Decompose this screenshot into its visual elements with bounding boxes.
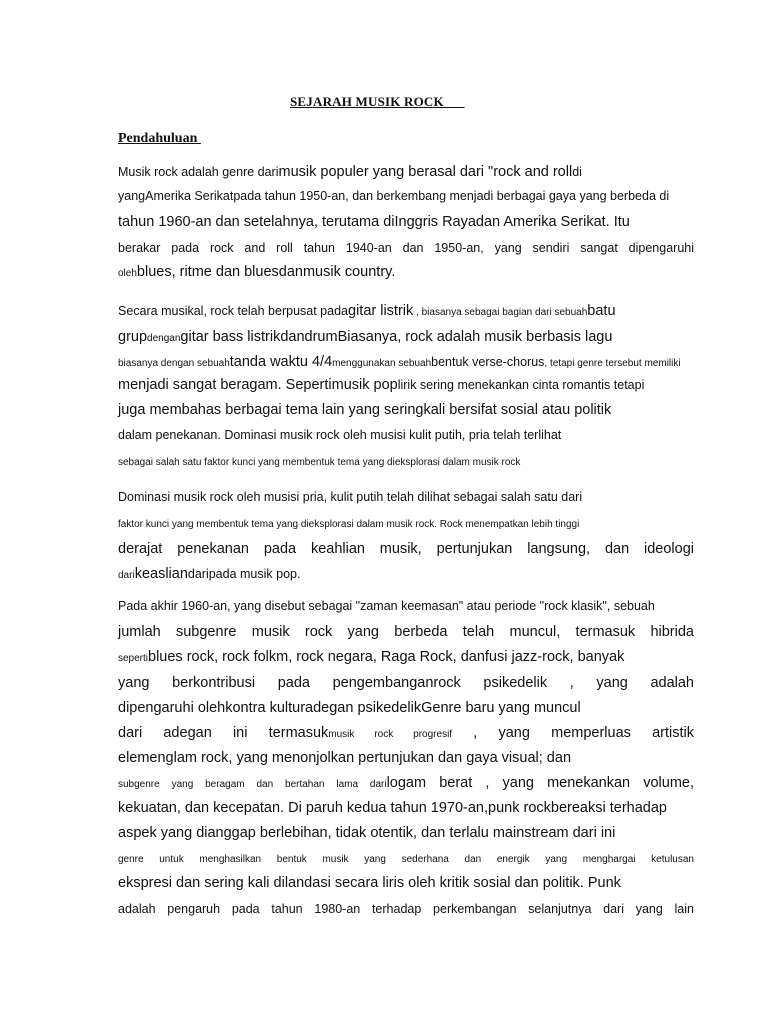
text-run: kekuatan, dan kecepatan. Di paruh kedua tahun 1970-an, <box>118 800 489 816</box>
paragraph-line <box>118 675 694 691</box>
text-run: , biasanya sebagai bagian dari sebuah <box>413 307 588 318</box>
text-run: derajat penekanan pada keahlian musik, pertunjukan langsung, dan ideologi <box>118 541 694 557</box>
text-run: di <box>572 165 582 179</box>
text-run: dalam penekanan. Dominasi musik rock oleh musisi kulit putih, pria telah terlihat <box>118 428 562 442</box>
paragraph-line <box>118 402 718 418</box>
text-run: , yang adalah <box>547 675 694 691</box>
text-run: fusi jazz-rock, banyak <box>484 649 625 665</box>
text-run: blues rock, rock folk <box>148 649 277 665</box>
text-run: oleh <box>118 268 137 279</box>
text-run: drum <box>304 329 338 345</box>
text-run: adegan psikedelik <box>305 700 422 716</box>
text-run: dari <box>118 570 135 581</box>
text-run: dan <box>280 329 305 345</box>
paragraph-line <box>118 649 718 665</box>
text-run: , yang menekankan volume, <box>472 775 694 791</box>
text-run: dari adegan ini termasuk <box>118 725 329 741</box>
paragraph-line <box>118 188 718 204</box>
text-run: adalah pengaruh pada tahun 1980-an terhadap perkembangan selanjutnya dari yang lain <box>118 902 694 916</box>
text-run: Dominasi musik rock oleh musisi pria, kulit putih telah dilihat sebagai salah satu dari <box>118 490 583 504</box>
text-run: elemenglam rock, yang menonjolkan pertunjukan dan gaya visual; dan <box>118 750 572 766</box>
paragraph-line <box>118 354 718 370</box>
text-run: dengan <box>147 333 181 344</box>
text-run: tahun 1960-an dan setelahnya, terutama di <box>118 214 395 230</box>
text-run: faktor kunci yang membentuk tema yang dieksplorasi dalam musik rock. Rock menempatkan lebih tinggi <box>118 519 580 530</box>
text-run: biasanya dengan sebuah <box>118 358 230 369</box>
text-run: musik pop <box>331 377 398 393</box>
text-run: bereaksi terhadap <box>550 800 667 816</box>
paragraph-line <box>118 624 694 640</box>
paragraph-line <box>118 825 718 841</box>
text-run: Pada akhir 1960-an, yang disebut sebagai "zaman keemasan" atau periode "rock klasik", sebuah <box>118 599 655 613</box>
paragraph-line <box>118 700 718 716</box>
text-run: Inggris Raya <box>394 214 476 230</box>
text-run: gitar listrik <box>348 303 414 319</box>
text-run: , yang memperluas artistik <box>452 725 694 741</box>
text-run: menggunakan sebuah <box>332 358 432 369</box>
paragraph-line <box>118 515 718 531</box>
page-title: SEJARAH MUSIK ROCK <box>290 94 465 109</box>
text-run: rock psikedelik <box>433 675 548 691</box>
text-run: Biasanya, rock adalah musik berbasis lagu <box>337 329 613 345</box>
text-run: yang <box>118 189 146 203</box>
text-run: batu <box>587 303 616 319</box>
text-run: kontra kultur <box>225 700 306 716</box>
text-run: dan <box>278 264 303 280</box>
section-heading: Pendahuluan <box>118 131 201 146</box>
text-run: berakar pada rock and roll tahun 1940-an dan 1950-an, yang sendiri sangat dipengaruhi <box>118 241 694 255</box>
paragraph-line <box>118 329 718 345</box>
text-run: jumlah subgenre musik rock yang berbeda telah muncul, termasuk hibrida <box>118 624 694 640</box>
text-run: yang berkontribusi pada pengembangan <box>118 675 434 691</box>
paragraph-line <box>118 453 718 469</box>
text-run: bentuk verse-chorus <box>431 355 545 369</box>
text-run: tanda waktu 4/4 <box>229 354 333 370</box>
text-run: seperti <box>118 653 149 664</box>
text-run: juga membahas berbagai tema lain yang seringkali bersifat sosial atau politik <box>118 402 612 418</box>
text-run: gitar bass listrik <box>180 329 281 345</box>
text-run: Amerika Serikat <box>145 189 234 203</box>
text-run: punk rock <box>488 800 551 816</box>
paragraph-line <box>118 901 694 917</box>
text-run: menjadi sangat beragam. Seperti <box>118 377 332 393</box>
paragraph-line <box>118 875 718 891</box>
text-run: m, rock negara, Raga Rock, dan <box>276 649 485 665</box>
paragraph-line <box>118 566 718 582</box>
paragraph-line <box>118 775 694 791</box>
text-run: Genre baru yang muncul <box>421 700 581 716</box>
text-run: logam berat <box>386 775 473 791</box>
paragraph-line <box>118 541 694 557</box>
text-run: , tetapi genre tersebut memiliki <box>544 358 681 369</box>
text-run: aspek yang dianggap berlebihan, tidak otentik, dan terlalu mainstream dari ini <box>118 825 616 841</box>
text-run: lirik sering menekankan cinta romantis tetapi <box>397 378 645 392</box>
text-run: sebagai salah satu faktor kunci yang membentuk tema yang dieksplorasi dalam musik rock <box>118 457 521 468</box>
text-run: Secara musikal, rock telah berpusat pada <box>118 304 348 318</box>
paragraph-line <box>118 750 718 766</box>
text-run: daripada musik pop. <box>187 567 301 581</box>
paragraph-line <box>118 725 694 741</box>
paragraph-line <box>118 214 718 230</box>
text-run: musik rock progresif <box>328 729 453 740</box>
text-run: dan Amerika Serikat. Itu <box>475 214 630 230</box>
text-run: blues, ritme dan blues <box>136 264 279 280</box>
paragraph-line <box>118 850 694 866</box>
text-run: grup <box>118 329 148 345</box>
text-run: genre untuk menghasilkan bentuk musik yang sederhana dan energik yang menghargai ketulusan <box>118 854 694 865</box>
paragraph-line <box>118 264 718 280</box>
paragraph-line <box>118 164 718 180</box>
text-run: dipengaruhi oleh <box>118 700 226 716</box>
text-run: subgenre yang beragam dan bertahan lama dari <box>118 779 387 790</box>
paragraph-line <box>118 489 718 505</box>
paragraph-line <box>118 303 718 319</box>
paragraph-line <box>118 800 718 816</box>
text-run: Musik rock adalah genre dari <box>118 165 279 179</box>
text-run: ekspresi dan sering kali dilandasi secara liris oleh kritik sosial dan politik. Punk <box>118 875 621 891</box>
text-run: musik country. <box>302 264 396 280</box>
paragraph-line <box>118 240 694 256</box>
text-run: musik populer yang berasal dari "rock and roll <box>278 164 573 180</box>
text-run: pada tahun 1950-an, dan berkembang menjadi berbagai gaya yang berbeda di <box>233 189 670 203</box>
text-run: keaslian <box>134 566 188 582</box>
paragraph-line <box>118 377 718 393</box>
paragraph-line <box>118 427 718 443</box>
paragraph-line <box>118 598 718 614</box>
